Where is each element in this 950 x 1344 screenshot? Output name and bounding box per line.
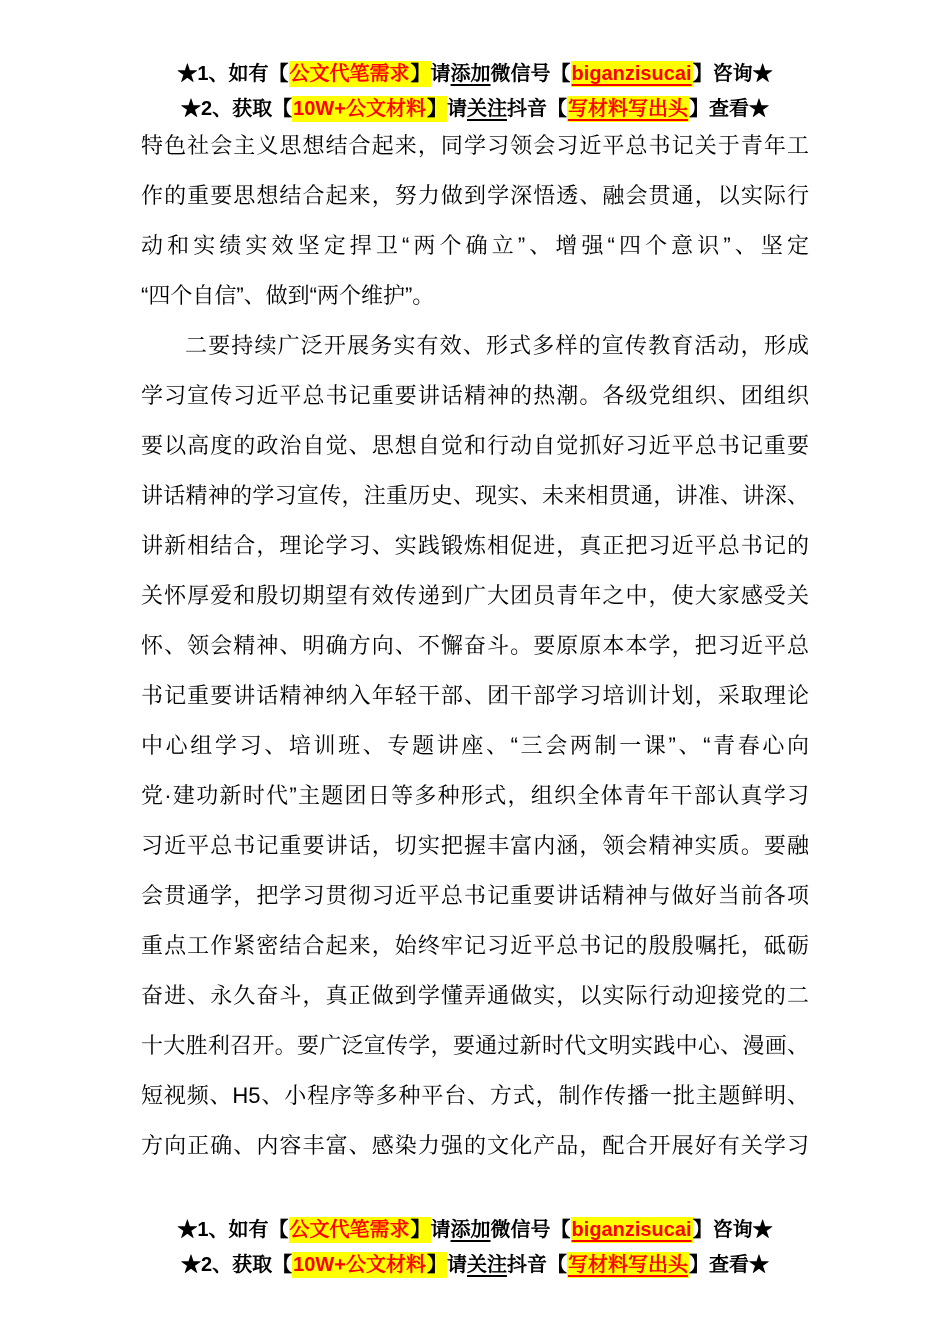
body-text-line: 党·建功新时代”主题团日等多种形式，组织全体青年干部认真学习 xyxy=(141,783,809,808)
underlined-action: 添加 xyxy=(450,63,491,85)
promo-suffix: 】咨询★ xyxy=(692,63,773,85)
underlined-action: 关注 xyxy=(466,98,507,120)
body-text-line: 学习宣传习近平总书记重要讲话精神的热潮。各级党组织、团组织 xyxy=(141,383,809,408)
promo-prefix: ★1、如有【 xyxy=(177,1219,289,1241)
highlighted-keyword: 10W+公文材料 xyxy=(293,98,426,120)
body-text-line: 中心组学习、培训班、专题讲座、“三会两制一课”、“青春心向 xyxy=(141,733,809,758)
promo-suffix: 】咨询★ xyxy=(692,1219,773,1241)
douyin-account: 写材料写出头 xyxy=(567,98,688,120)
bracket: 】 xyxy=(426,1254,447,1276)
promo-text: 微信号【 xyxy=(490,1219,571,1241)
body-text-line: 十大胜利召开。要广泛宣传学，要通过新时代文明实践中心、漫画、 xyxy=(141,1033,809,1058)
wechat-id: biganzisucai xyxy=(571,1219,692,1241)
promo-prefix: ★2、获取【 xyxy=(181,1254,293,1276)
promo-line xyxy=(0,1248,950,1283)
promo-text: 请 xyxy=(446,1254,467,1276)
body-text-line: 讲新相结合，理论学习、实践锻炼相促进，真正把习近平总书记的 xyxy=(141,533,809,558)
body-text-line: 特色社会主义思想结合起来，同学习领会习近平总书记关于青年工 xyxy=(141,133,809,158)
underlined-action: 添加 xyxy=(450,1219,491,1241)
document-body xyxy=(141,121,809,1171)
bracket: 】 xyxy=(410,63,431,85)
promo-suffix: 】查看★ xyxy=(688,1254,769,1276)
promo-text: 微信号【 xyxy=(490,63,571,85)
body-text-line: 要以高度的政治自觉、思想自觉和行动自觉抓好习近平总书记重要 xyxy=(141,433,809,458)
bracket: 】 xyxy=(410,1219,431,1241)
body-text-line: 书记重要讲话精神纳入年轻干部、团干部学习培训计划，采取理论 xyxy=(141,683,809,708)
wechat-id: biganzisucai xyxy=(571,63,692,85)
body-text-line: “四个自信”、做到“两个维护”。 xyxy=(141,283,435,308)
promo-text: 请 xyxy=(430,1219,451,1241)
body-text-line: 重点工作紧密结合起来，始终牢记习近平总书记的殷殷嘱托，砥砺 xyxy=(141,933,809,958)
body-text-line: 会贯通学，把学习贯彻习近平总书记重要讲话精神与做好当前各项 xyxy=(141,883,809,908)
footer-promo-banner xyxy=(0,1213,950,1283)
body-text-line: 讲话精神的学习宣传，注重历史、现实、未来相贯通，讲准、讲深、 xyxy=(141,483,809,508)
body-text-line: 习近平总书记重要讲话，切实把握丰富内涵，领会精神实质。要融 xyxy=(141,833,809,858)
body-text-line: 短视频、H5、小程序等多种平台、方式，制作传播一批主题鲜明、 xyxy=(141,1083,809,1108)
bracket: 】 xyxy=(426,98,447,120)
body-text-line: 作的重要思想结合起来，努力做到学深悟透、融会贯通，以实际行 xyxy=(141,183,809,208)
body-text-line: 关怀厚爱和殷切期望有效传递到广大团员青年之中，使大家感受关 xyxy=(141,583,809,608)
promo-text: 抖音【 xyxy=(506,1254,567,1276)
underlined-action: 关注 xyxy=(466,1254,507,1276)
douyin-account: 写材料写出头 xyxy=(567,1254,688,1276)
promo-prefix: ★2、获取【 xyxy=(181,98,293,120)
promo-text: 请 xyxy=(446,98,467,120)
body-text-line: 怀、领会精神、明确方向、不懈奋斗。要原原本本学，把习近平总 xyxy=(141,633,809,658)
promo-line xyxy=(0,57,950,92)
promo-line xyxy=(0,1213,950,1248)
promo-text: 请 xyxy=(430,63,451,85)
body-text-line: 方向正确、内容丰富、感染力强的文化产品，配合开展好有关学习 xyxy=(141,1133,809,1158)
highlighted-keyword: 公文代笔需求 xyxy=(289,63,410,85)
promo-text: 抖音【 xyxy=(506,98,567,120)
body-text-line: 二要持续广泛开展务实有效、形式多样的宣传教育活动，形成 xyxy=(185,333,809,358)
highlighted-keyword: 公文代笔需求 xyxy=(289,1219,410,1241)
header-promo-banner xyxy=(0,57,950,127)
promo-prefix: ★1、如有【 xyxy=(177,63,289,85)
highlighted-keyword: 10W+公文材料 xyxy=(293,1254,426,1276)
promo-suffix: 】查看★ xyxy=(688,98,769,120)
body-text-line: 奋进、永久奋斗，真正做到学懂弄通做实，以实际行动迎接党的二 xyxy=(141,983,809,1008)
body-text-line: 动和实绩实效坚定捍卫“两个确立”、增强“四个意识”、坚定 xyxy=(141,233,809,258)
